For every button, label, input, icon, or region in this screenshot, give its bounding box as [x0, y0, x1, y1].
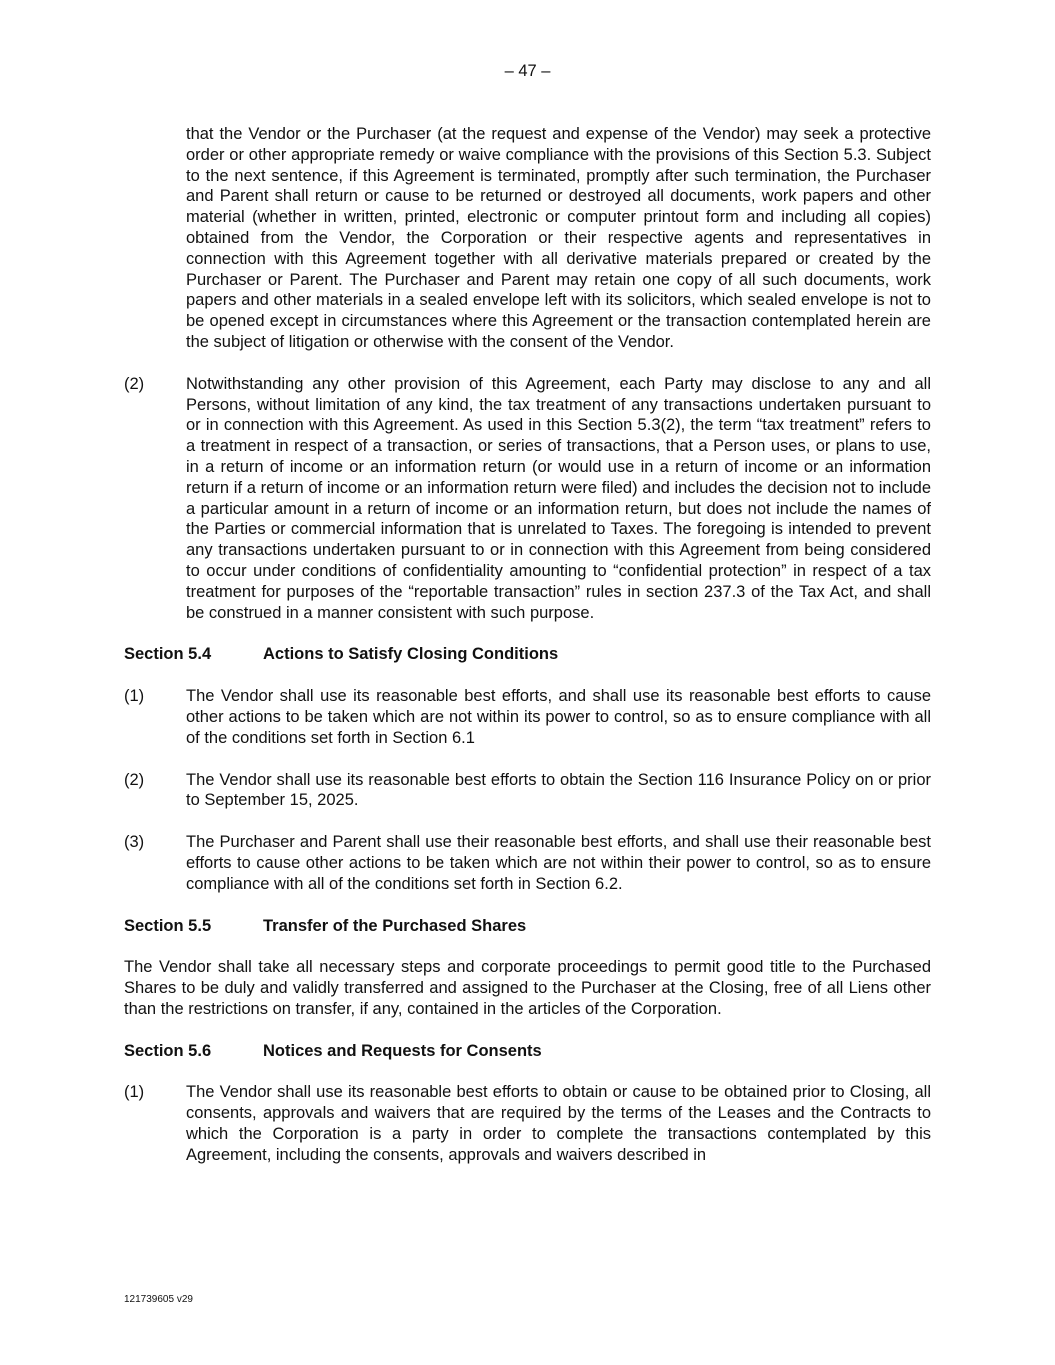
- item-number: (2): [124, 374, 145, 393]
- document-body: [124, 124, 931, 1166]
- section-5-4-item-3: [124, 832, 931, 894]
- item-number: (3): [124, 833, 145, 852]
- section-heading-5-5: [124, 916, 931, 937]
- item-number: (2): [124, 770, 145, 789]
- section-number: Section 5.5: [124, 916, 212, 935]
- section-heading-5-4: [124, 644, 931, 665]
- item-number: (1): [124, 687, 145, 706]
- item-number: (1): [124, 1083, 145, 1102]
- section-5-5-paragraph: The Vendor shall take all necessary steps and corporate proceedings to permit good title to the Purchased Shares to be duly and validly transferred and assigned to the Purchaser at the Closing, free of all Liens other than the restrictions on transfer, if any, contained in the articles of the Corporation.: [124, 958, 931, 1018]
- item-text: The Vendor shall use its reasonable best efforts to obtain the Section 116 Insurance Policy on or prior to September 15, 2025.: [186, 770, 931, 810]
- continued-paragraph: that the Vendor or the Purchaser (at the request and expense of the Vendor) may seek a protective order or other appropriate remedy or waive compliance with the provisions of this Section 5.3. Subject to the next sentence, if this Agreement is terminated, promptly after such termination, the Purchaser and Parent shall return or cause to be returned or destroyed all documents, work papers and other material (whether in written, printed, electronic or computer printout form and including all copies) obtained from the Vendor, the Corporation or their respective agents and representatives in connection with this Agreement together with all derivative materials prepared or created by the Purchaser or Parent. The Purchaser and Parent may retain one copy of all such documents, work papers and other materials in a sealed envelope left with its solicitors, which sealed envelope is not to be opened except in circumstances where this Agreement or the transaction contemplated herein are the subject of litigation or otherwise with the consent of the Vendor.: [186, 125, 931, 351]
- page-number: – 47 –: [504, 62, 551, 80]
- section-heading-5-6: [124, 1041, 931, 1062]
- item-text: The Purchaser and Parent shall use their reasonable best efforts, and shall use their reasonable best efforts to cause other actions to be taken which are not within their power to control, so as to ensure compliance with all of the conditions set forth in Section 6.2.: [186, 833, 931, 893]
- section-title: Notices and Requests for Consents: [263, 1041, 542, 1060]
- item-text: Notwithstanding any other provision of this Agreement, each Party may disclose to any and all Persons, without limitation of any kind, the tax treatment of any transactions undertaken pursuant to or in connection with this Agreement. As used in this Section 5.3(2), the term “tax treatment” refers to a treatment in respect of a transaction, or series of transactions, that a Person uses, or plans to use, in a return of income or an information return (or would use in a return of income or an information return if a return of income or an information return were filed) and includes the decision not to include a particular amount in a return of income or an information return, but does not include the names of the Parties or commercial information that is unrelated to Taxes. The foregoing is intended to prevent any transactions undertaken pursuant to or in connection with this Agreement from being considered to occur under conditions of confidentiality amounting to “confidential protection” in respect of a tax treatment for purposes of the “reportable transaction” rules in section 237.3 of the Tax Act, and shall be construed in a manner consistent with such purpose.: [186, 374, 931, 622]
- item-text: The Vendor shall use its reasonable best efforts to obtain or cause to be obtained prior to Closing, all consents, approvals and waivers that are required by the terms of the Leases and the Contracts to which the Corporation is a party in order to complete the transactions contemplated by this Agreement, including the consents, approvals and waivers described in: [186, 1083, 931, 1164]
- item-text: The Vendor shall use its reasonable best efforts, and shall use its reasonable best efforts to cause other actions to be taken which are not within its power to control, so as to ensure compliance with all of the conditions set forth in Section 6.1: [186, 687, 931, 747]
- section-5-4-item-1: [124, 686, 931, 748]
- section-5-3-item-2: [124, 374, 931, 624]
- document-id-footer: 121739605 v29: [124, 1294, 193, 1305]
- section-title: Actions to Satisfy Closing Conditions: [263, 645, 559, 664]
- section-number: Section 5.6: [124, 1041, 212, 1060]
- section-5-6-item-1: [124, 1082, 931, 1165]
- section-number: Section 5.4: [124, 645, 212, 664]
- section-title: Transfer of the Purchased Shares: [263, 916, 527, 935]
- section-5-4-item-2: [124, 770, 931, 812]
